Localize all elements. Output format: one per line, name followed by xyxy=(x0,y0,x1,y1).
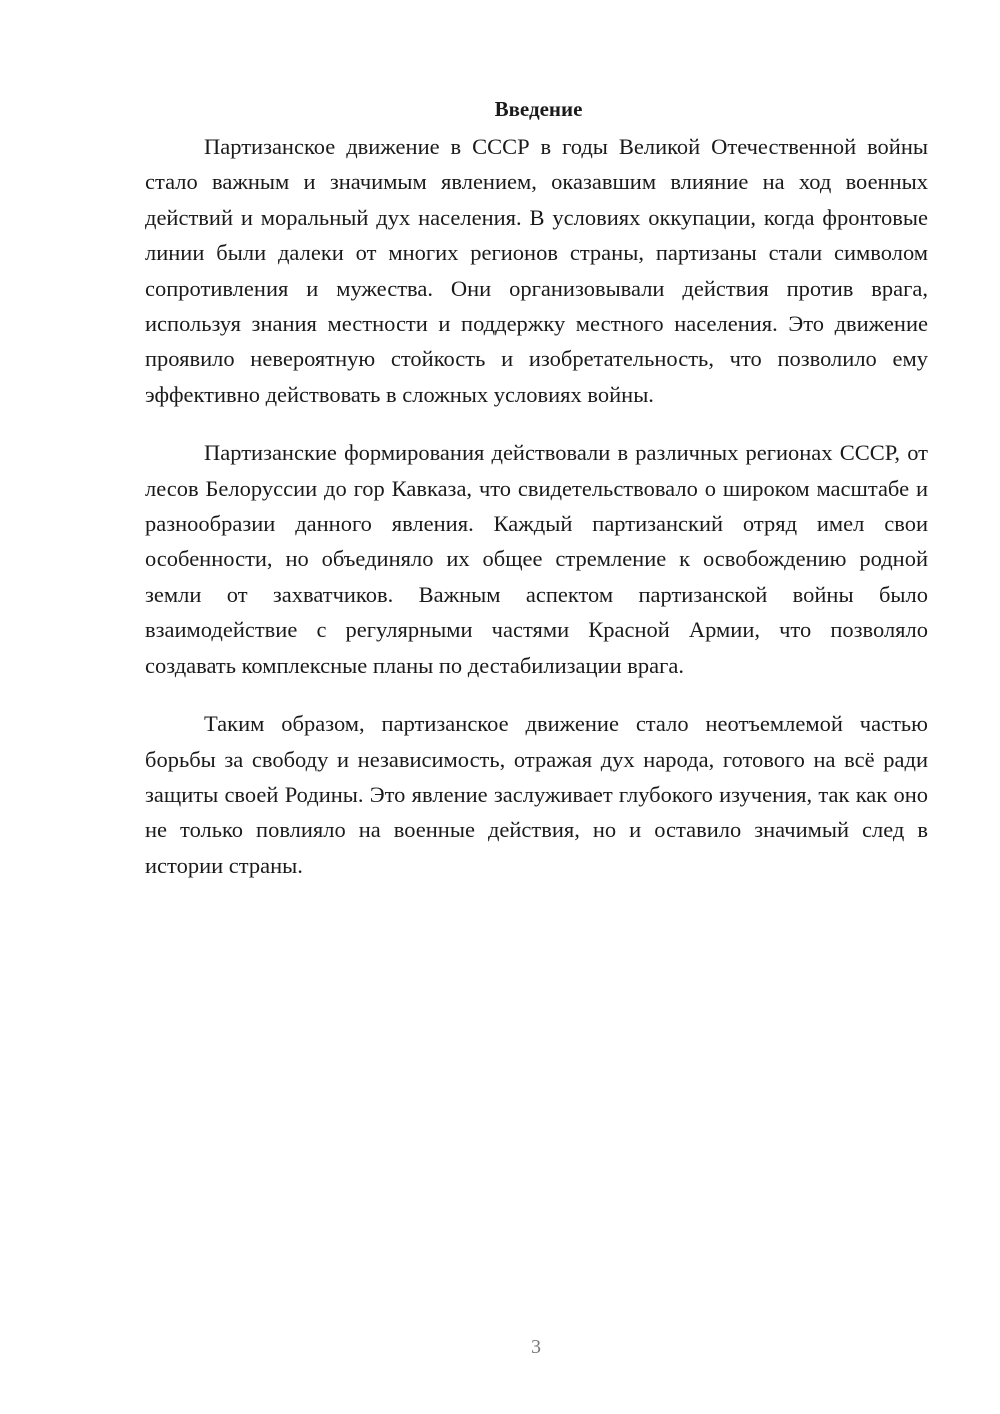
section-heading: Введение xyxy=(494,97,583,121)
paragraph-1: Партизанское движение в СССР в годы Великой Отечественной войны стало важным и значимым явлением, оказавшим влияние на ход военных действий и моральный дух населения. В условиях оккупации, когда фронтовые линии были далеки от многих регионов страны, партизаны стали символом сопротивления и мужества. Они организовывали действия против врага, используя знания местности и поддержку местного населения. Это движение проявило невероятную стойкость и изобретательность, что позволило ему эффективно действовать в сложных условиях войны. xyxy=(145,134,928,407)
page-number: 3 xyxy=(531,1336,541,1358)
paragraph-3: Таким образом, партизанское движение стало неотъемлемой частью борьбы за свободу и независимость, отражая дух народа, готового на всё ради защиты своей Родины. Это явление заслуживает глубокого изучения, так как оно не только повлияло на военные действия, но и оставило значимый след в истории страны. xyxy=(145,711,928,878)
page-content xyxy=(145,92,928,906)
paragraph-2: Партизанские формирования действовали в различных регионах СССР, от лесов Белоруссии до гор Кавказа, что свидетельствовало о широком масштабе и разнообразии данного явления. Каждый партизанский отряд имел свои особенности, но объединяло их общее стремление к освобождению родной земли от захватчиков. Важным аспектом партизанской войны было взаимодействие с регулярными частями Красной Армии, что позволяло создавать комплексные планы по дестабилизации врага. xyxy=(145,440,928,678)
